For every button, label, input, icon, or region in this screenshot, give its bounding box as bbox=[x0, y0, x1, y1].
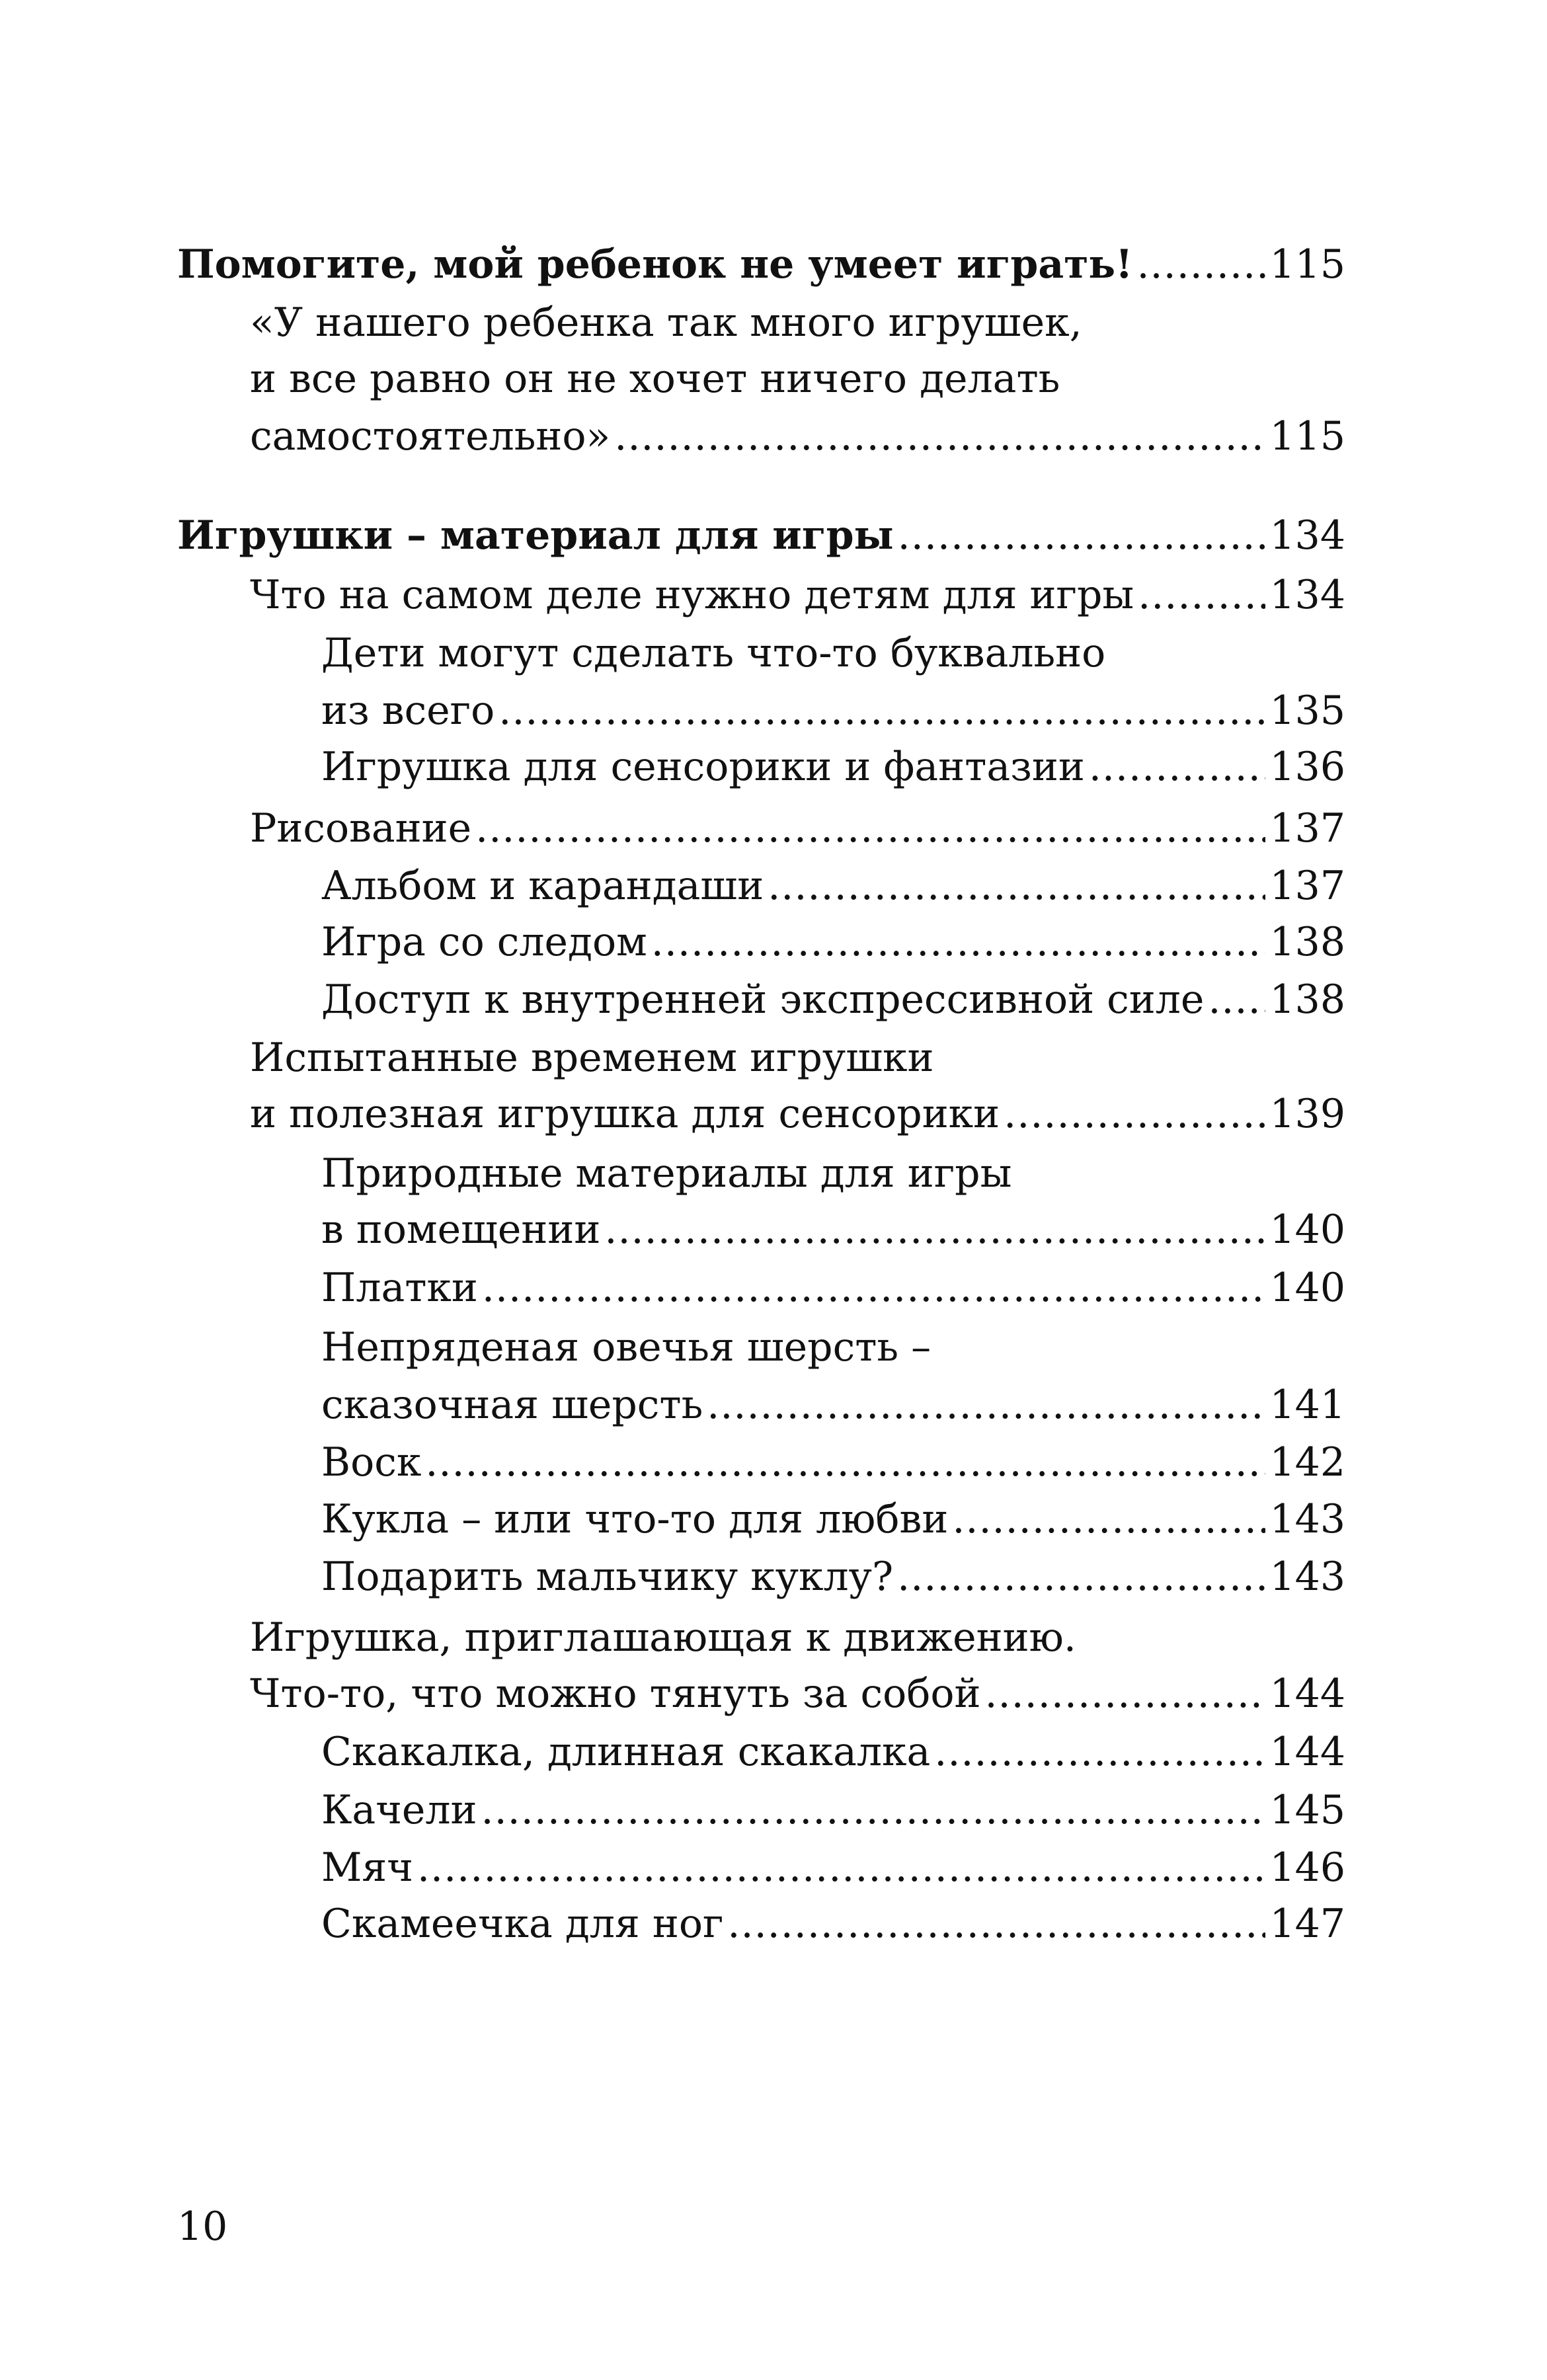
toc-entry bbox=[321, 1897, 1345, 1950]
toc-entry bbox=[321, 684, 1345, 737]
toc-entry-title: Игрушка для сенсорики и фантазии bbox=[321, 744, 1085, 790]
dot-leader bbox=[1089, 740, 1266, 793]
toc-entry bbox=[321, 1378, 1345, 1431]
toc-entry-line bbox=[321, 1321, 1345, 1374]
toc-entry-page: 145 bbox=[1269, 1787, 1345, 1833]
toc-entry-line bbox=[250, 352, 1345, 405]
toc-entry-page: 136 bbox=[1269, 744, 1345, 790]
toc-entry bbox=[321, 740, 1345, 793]
toc-entry-title: Подарить мальчику куклу? bbox=[321, 1554, 894, 1600]
toc-entry-page: 141 bbox=[1269, 1382, 1345, 1428]
toc-entry-title: Игра со следом bbox=[321, 919, 647, 965]
dot-leader bbox=[984, 1667, 1265, 1720]
toc-entry bbox=[321, 1493, 1345, 1546]
toc-entry-page: 139 bbox=[1269, 1091, 1345, 1137]
toc-entry bbox=[321, 1841, 1345, 1894]
dot-leader bbox=[897, 1550, 1265, 1603]
toc-entry bbox=[250, 802, 1345, 855]
toc-entry bbox=[321, 1436, 1345, 1489]
toc-entry bbox=[177, 238, 1345, 291]
toc-entry-page: 138 bbox=[1269, 919, 1345, 965]
toc-entry-title: Качели bbox=[321, 1787, 477, 1833]
dot-leader bbox=[952, 1493, 1265, 1546]
toc-entry-page: 137 bbox=[1269, 805, 1345, 852]
toc-entry-title: Скамеечка для ног bbox=[321, 1901, 724, 1947]
toc-entry-title: Скакалка, длинная скакалка bbox=[321, 1729, 931, 1775]
dot-leader bbox=[417, 1841, 1266, 1894]
toc-entry-title: самостоятельно» bbox=[250, 413, 611, 459]
toc-entry-title: «У нашего ребенка так много игрушек, bbox=[250, 299, 1082, 346]
toc-entry-page: 144 bbox=[1269, 1729, 1345, 1775]
dot-leader bbox=[482, 1261, 1266, 1314]
dot-leader bbox=[651, 916, 1266, 969]
toc-entry-title: Кукла – или что-то для любви bbox=[321, 1496, 949, 1542]
dot-leader bbox=[768, 859, 1265, 912]
toc-entry-title: Дети могут сделать что-то буквально bbox=[321, 630, 1106, 676]
toc-entry-title: сказочная шерсть bbox=[321, 1382, 703, 1428]
toc-entry-title: Мяч bbox=[321, 1844, 413, 1891]
toc-entry-title: и полезная игрушка для сенсорики bbox=[250, 1091, 1000, 1137]
toc-entry bbox=[321, 1261, 1345, 1314]
toc-entry-page: 138 bbox=[1269, 976, 1345, 1023]
toc-entry-page: 144 bbox=[1269, 1671, 1345, 1717]
dot-leader bbox=[498, 684, 1265, 737]
toc-entry-title: Альбом и карандаши bbox=[321, 863, 764, 909]
toc-entry-title: Платки bbox=[321, 1265, 478, 1311]
toc-entry bbox=[321, 973, 1345, 1026]
toc-entry-title: Игрушки – материал для игры bbox=[177, 512, 894, 559]
toc-entry-title: Испытанные временем игрушки bbox=[250, 1035, 934, 1081]
toc-entry-title: Помогите, мой ребенок не умеет играть! bbox=[177, 241, 1133, 288]
toc-entry bbox=[321, 1726, 1345, 1778]
toc-entry-page: 142 bbox=[1269, 1439, 1345, 1486]
toc-entry-line bbox=[321, 627, 1345, 680]
dot-leader bbox=[425, 1436, 1265, 1489]
toc-entry-line bbox=[250, 1611, 1345, 1664]
toc-entry-line bbox=[250, 296, 1345, 349]
toc-entry-title: и все равно он не хочет ничего делать bbox=[250, 356, 1060, 402]
toc-entry bbox=[250, 410, 1345, 463]
toc-entry-title: Доступ к внутренней экспрессивной силе bbox=[321, 976, 1205, 1023]
toc-entry-title: Непряденая овечья шерсть – bbox=[321, 1324, 932, 1370]
dot-leader bbox=[475, 802, 1265, 855]
toc-entry bbox=[321, 1203, 1345, 1256]
toc-entry-page: 115 bbox=[1269, 413, 1345, 459]
toc-entry-page: 147 bbox=[1269, 1901, 1345, 1947]
toc-entry-line bbox=[250, 1031, 1345, 1084]
toc-entry-page: 137 bbox=[1269, 863, 1345, 909]
dot-leader bbox=[1208, 973, 1265, 1026]
toc-entry-title: Воск bbox=[321, 1439, 422, 1486]
toc-entry-title: Природные материалы для игры bbox=[321, 1150, 1012, 1197]
dot-leader bbox=[604, 1203, 1265, 1256]
dot-leader bbox=[481, 1784, 1266, 1837]
toc-entry bbox=[321, 1550, 1345, 1603]
dot-leader bbox=[898, 509, 1266, 562]
dot-leader bbox=[1136, 238, 1265, 291]
toc-entry-page: 146 bbox=[1269, 1844, 1345, 1891]
toc-entry-page: 135 bbox=[1269, 688, 1345, 734]
toc-entry bbox=[321, 1784, 1345, 1837]
toc-entry-line bbox=[321, 1147, 1345, 1200]
dot-leader bbox=[934, 1726, 1265, 1778]
toc-entry bbox=[250, 1088, 1345, 1140]
toc-entry-page: 134 bbox=[1269, 572, 1345, 618]
dot-leader bbox=[727, 1897, 1265, 1950]
toc-entry-title: из всего bbox=[321, 688, 495, 734]
dot-leader bbox=[707, 1378, 1265, 1431]
toc-entry-title: Рисование bbox=[250, 805, 472, 852]
toc-entry-title: Игрушка, приглашающая к движению. bbox=[250, 1614, 1076, 1661]
toc-entry-page: 143 bbox=[1269, 1554, 1345, 1600]
toc-entry bbox=[321, 916, 1345, 969]
toc-entry-page: 115 bbox=[1269, 241, 1345, 288]
dot-leader bbox=[1004, 1088, 1265, 1140]
toc-entry bbox=[250, 1667, 1345, 1720]
toc-entry-title: Что на самом деле нужно детям для игры bbox=[250, 572, 1134, 618]
dot-leader bbox=[614, 410, 1265, 463]
toc-entry-page: 134 bbox=[1269, 512, 1345, 559]
toc-entry-page: 140 bbox=[1269, 1265, 1345, 1311]
toc-entry-title: в помещении bbox=[321, 1207, 601, 1253]
dot-leader bbox=[1138, 569, 1265, 621]
toc-entry bbox=[177, 509, 1345, 562]
toc-entry-title: Что-то, что можно тянуть за собой bbox=[250, 1671, 981, 1717]
toc-entry bbox=[250, 569, 1345, 621]
toc-entry-page: 140 bbox=[1269, 1207, 1345, 1253]
toc-entry-page: 143 bbox=[1269, 1496, 1345, 1542]
toc-entry bbox=[321, 859, 1345, 912]
page-number: 10 bbox=[177, 2203, 228, 2250]
